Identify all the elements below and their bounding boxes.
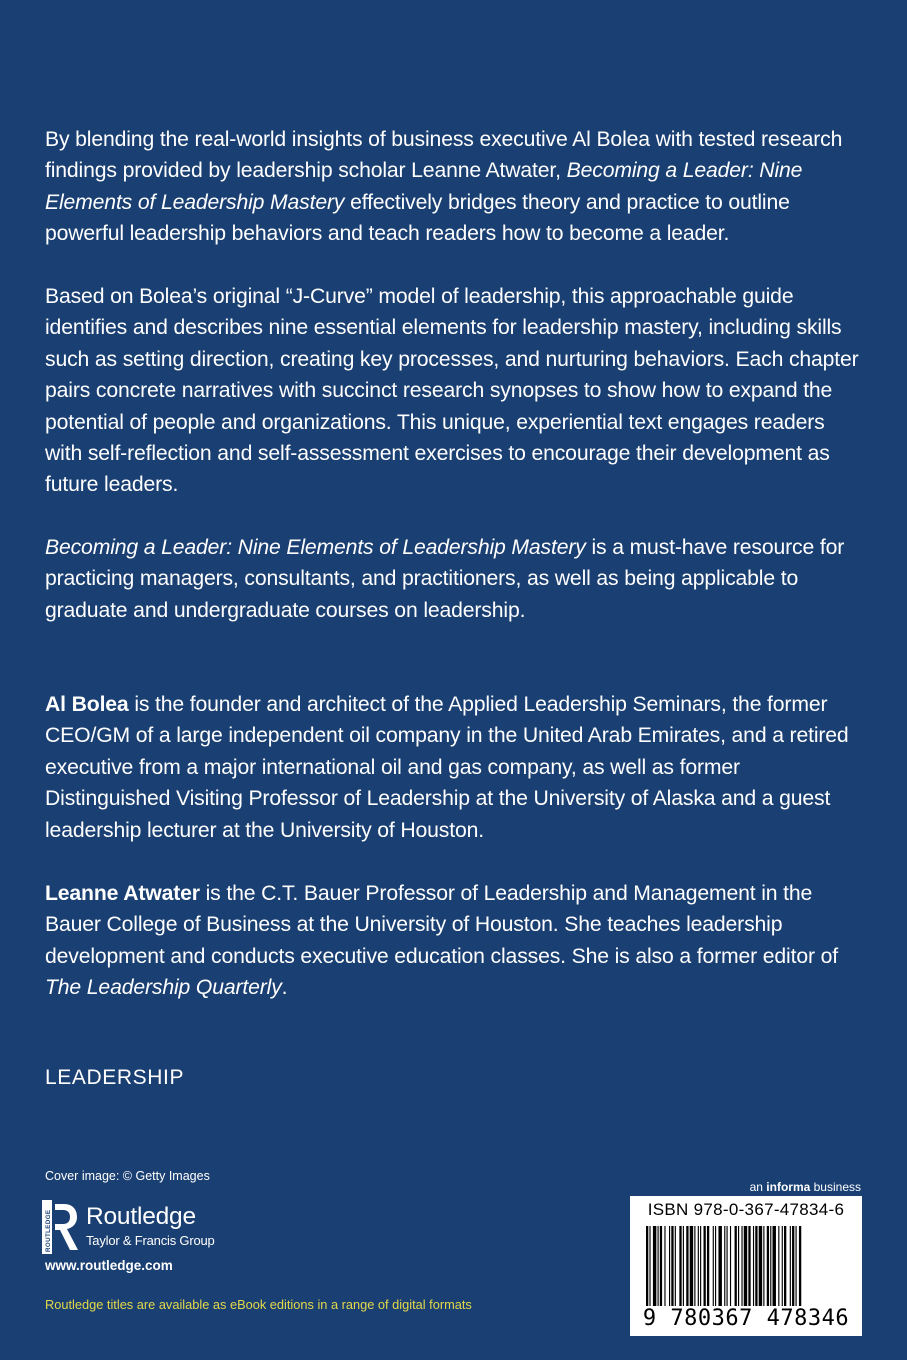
blurb-paragraph-1: By blending the real-world insights of business executive Al Bolea with tested research findings provided by leadership scholar Leanne Atwater, Becoming a Leader: Nine Elements of Leadership Mastery effectively bridges theory and practice to outline powerful leadership behaviors and teach readers how to become a leader.	[45, 128, 843, 246]
barcode-bar	[707, 1226, 709, 1306]
barcode-bar	[773, 1226, 776, 1306]
barcode-bar	[646, 1226, 648, 1306]
publisher-group: Taylor & Francis Group	[86, 1233, 215, 1248]
blurb-paragraph-3: Becoming a Leader: Nine Elements of Leadership Mastery is a must-have resource for practicing managers, consultants, and practitioners, as well as being applicable to graduate and undergraduate courses on leadership.	[45, 536, 845, 622]
barcode-digits: 9 780367 478346	[642, 1306, 850, 1331]
barcode-bar	[694, 1226, 695, 1306]
barcode-bar	[799, 1226, 801, 1306]
barcode-bar	[686, 1226, 688, 1306]
routledge-r-icon	[42, 1200, 78, 1254]
informa-brand: informa	[766, 1180, 811, 1194]
subject-category: LEADERSHIP	[45, 1066, 185, 1089]
barcode-bar	[718, 1226, 721, 1306]
barcode-bar	[796, 1226, 797, 1306]
barcode-bar	[660, 1226, 662, 1306]
barcode-bar	[738, 1226, 739, 1306]
barcode-bar	[759, 1226, 762, 1306]
barcode-icon	[644, 1226, 848, 1306]
isbn-barcode-panel	[630, 1196, 862, 1336]
author-bio-bolea: Al Bolea is the founder and architect of the Applied Leadership Seminars, the former CEO/GM of a large independent oil company in the United Arab Emirates, and a retired executive from a major international oil and gas company, as well as former Distinguished Visiting Professor of Leadership at the University of Alaska and a guest leadership lecturer at the University of Houston.	[45, 693, 849, 842]
barcode-bar	[664, 1226, 665, 1306]
barcode-bar	[649, 1226, 650, 1306]
barcode-bar	[792, 1226, 794, 1306]
blurb-paragraph-2: Based on Bolea’s original “J-Curve” model of leadership, this approachable guide identifies and describes nine essential elements for leadership mastery, including skills such as setting direction, creating key processes, and nurturing behaviors. Each chapter pairs concrete narratives with succinct research synopses to show how to expand the potential of people and organizations. This unique, experiential text engages readers with self-reflection and self-assessment exercises to encourage their development as future leaders.	[45, 285, 859, 497]
isbn-label: ISBN 978-0-367-47834-6	[647, 1200, 845, 1219]
barcode-bar	[675, 1226, 676, 1306]
publisher-website-link[interactable]: www.routledge.com	[45, 1258, 173, 1273]
publisher-name: Routledge	[86, 1203, 196, 1230]
barcode-bar	[741, 1226, 742, 1306]
barcode-bar	[790, 1226, 791, 1306]
barcode-bar	[753, 1226, 754, 1306]
informa-business-tagline: an informa business	[749, 1180, 861, 1194]
barcode-bar	[698, 1226, 699, 1306]
barcode-bar	[658, 1226, 659, 1306]
barcode-bar	[715, 1226, 716, 1306]
barcode-bar	[730, 1226, 731, 1306]
barcode-bar	[679, 1226, 681, 1306]
barcode-bar	[748, 1226, 750, 1306]
book-title-italic: Becoming a Leader: Nine Elements of Leadership Mastery	[45, 536, 586, 559]
barcode-bar	[700, 1226, 701, 1306]
barcode-bar	[755, 1226, 757, 1306]
barcode-bar	[724, 1226, 725, 1306]
barcode-bar	[744, 1226, 747, 1306]
barcode-bar	[782, 1226, 783, 1306]
barcode-bar	[784, 1226, 786, 1306]
barcode-bar	[669, 1226, 670, 1306]
author-name: Al Bolea	[45, 693, 129, 716]
barcode-bar	[683, 1226, 684, 1306]
barcode-bar	[727, 1226, 728, 1306]
book-title-italic: Becoming a Leader: Nine Elements of Leadership Mastery	[45, 159, 803, 214]
barcode-bar	[704, 1226, 706, 1306]
author-bio-atwater: Leanne Atwater is the C.T. Bauer Professor of Leadership and Management in the Bauer College of Business at the University of Houston. She teaches leadership development and conducts executive education classes. She is also a former editor of The Leadership Quarterly.	[45, 882, 838, 1000]
barcode-bar	[770, 1226, 771, 1306]
ebook-availability-note: Routledge titles are available as eBook editions in a range of digital formats	[45, 1297, 472, 1312]
barcode-bar	[671, 1226, 673, 1306]
author-name: Leanne Atwater	[45, 882, 200, 905]
barcode-bar	[778, 1226, 779, 1306]
barcode-bar	[713, 1226, 714, 1306]
barcode-bar	[690, 1226, 693, 1306]
routledge-logo	[42, 1200, 242, 1256]
cover-image-credit: Cover image: © Getty Images	[45, 1169, 210, 1183]
barcode-bar	[735, 1226, 737, 1306]
barcode-bar	[763, 1226, 764, 1306]
barcode-bar	[653, 1226, 656, 1306]
journal-title: The Leadership Quarterly	[45, 976, 282, 1000]
barcode-bar	[767, 1226, 769, 1306]
routledge-vertical-wordmark: ROUTLEDGE	[44, 1209, 52, 1252]
